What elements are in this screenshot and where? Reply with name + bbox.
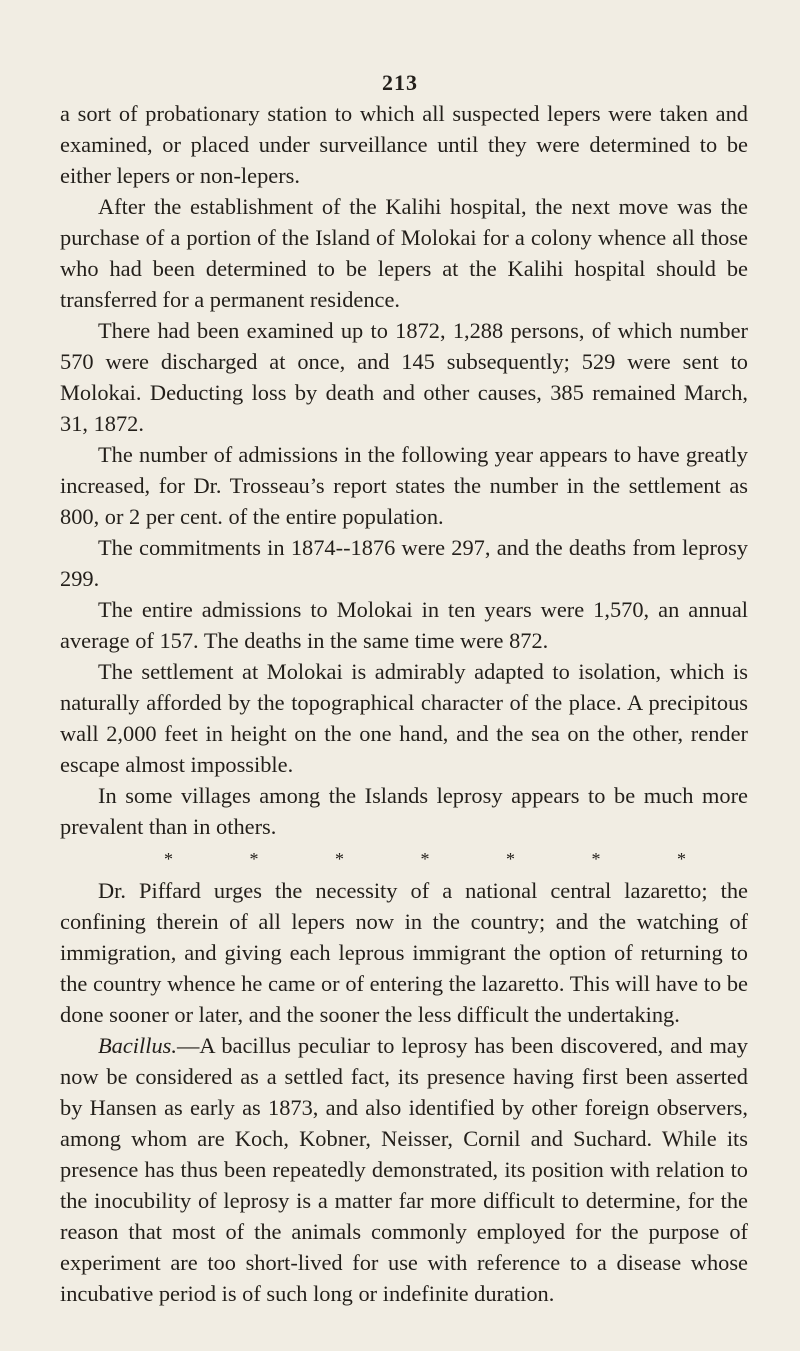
separator-asterisk: *: [164, 849, 173, 869]
bacillus-heading: Bacillus.: [98, 1033, 177, 1058]
bacillus-text: —A bacillus peculiar to leprosy has been discovered, and may now be considered as a settled fact, its presence having first been asserted by Hansen as early as 1873, and also identified by other foreign observers, among whom are Koch, Kobner, Neisser, Cornil and Suchard. While its presence has thus been repeatedly demonstrated, its position with relation to the inocubility of leprosy is a matter far more difficult to determine, for the reason that most of the animals commonly employed for the purpose of experiment are too short-lived for use with reference to a disease whose incubative period is of such long or indefinite duration.: [60, 1033, 748, 1306]
paragraph: The number of admissions in the following year appears to have greatly increased, for Dr. Trosseau’s report states the number in the settlement as 800, or 2 per cent. of the entire population.: [60, 442, 748, 529]
separator-asterisk: *: [420, 849, 430, 869]
separator-asterisk: *: [506, 849, 515, 869]
body-text: [60, 98, 748, 1309]
section-separator: [164, 844, 686, 875]
paragraph-bacillus: [60, 1030, 748, 1309]
paragraph-piffard: Dr. Piffard urges the necessity of a national central lazaretto; the confining therein of all lepers now in the country; and the watching of immigration, and giving each leprous immigrant the option of returning to the country whence he came or of entering the lazaretto. This will have to be done sooner or later, and the sooner the less difficult the undertaking.: [60, 878, 748, 1027]
paragraph: a sort of probationary station to which all suspected lepers were taken and examined, or placed under surveillance until they were determined to be either lepers or non-lepers.: [60, 101, 748, 188]
paragraph: In some villages among the Islands leprosy appears to be much more prevalent than in others.: [60, 783, 748, 839]
paragraph: The entire admissions to Molokai in ten years were 1,570, an annual average of 157. The deaths in the same time were 872.: [60, 597, 748, 653]
separator-asterisk: *: [677, 849, 686, 869]
paragraph: The settlement at Molokai is admirably adapted to isolation, which is naturally afforded by the topographical character of the place. A precipitous wall 2,000 feet in height on the one hand, and the sea on the other, render escape almost impossible.: [60, 659, 748, 777]
separator-asterisk: *: [591, 849, 601, 869]
paragraph: There had been examined up to 1872, 1,288 persons, of which number 570 were discharged at once, and 145 subsequently; 529 were sent to Molokai. Deducting loss by death and other causes, 385 remained March, 31, 1872.: [60, 318, 748, 436]
paragraph: After the establishment of the Kalihi hospital, the next move was the purchase of a portion of the Island of Molokai for a colony whence all those who had been determined to be lepers at the Kalihi hospital should be transferred for a permanent residence.: [60, 194, 748, 312]
paragraph: The commitments in 1874--1876 were 297, and the deaths from leprosy 299.: [60, 535, 748, 591]
separator-asterisk: *: [249, 849, 259, 869]
page-number: 213: [382, 70, 418, 95]
separator-asterisk: *: [335, 849, 344, 869]
